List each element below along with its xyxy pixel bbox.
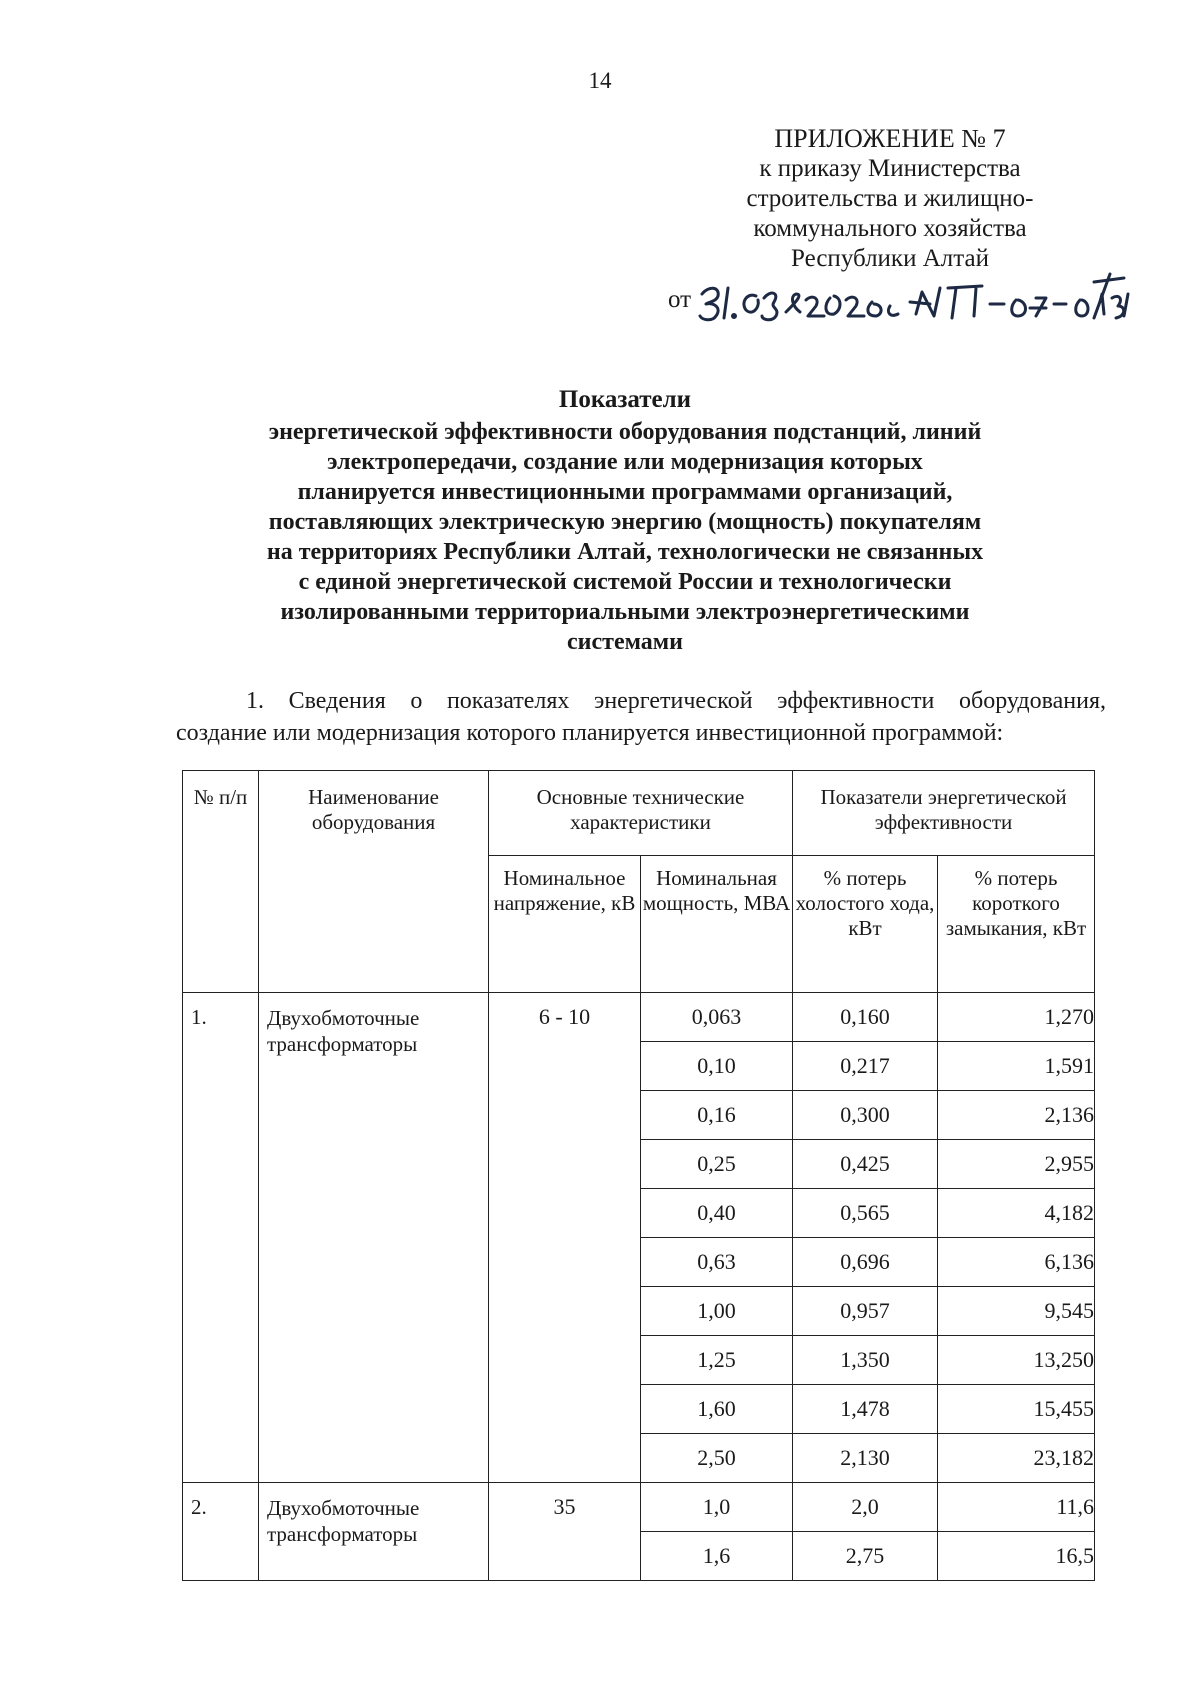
equipment-name: Двухобмоточные трансформаторы bbox=[259, 1483, 489, 1581]
short-loss-value: 6,136 bbox=[938, 1238, 1095, 1287]
header-efficiency-group: Показатели энергетической эффективности bbox=[793, 771, 1095, 856]
page-number: 14 bbox=[588, 68, 612, 93]
power-value: 1,00 bbox=[641, 1287, 793, 1336]
power-value: 0,16 bbox=[641, 1091, 793, 1140]
table-row bbox=[183, 1483, 1095, 1532]
power-value: 2,50 bbox=[641, 1434, 793, 1483]
voltage-value: 35 bbox=[489, 1483, 641, 1581]
equipment-name: Двухобмоточные трансформаторы bbox=[259, 993, 489, 1483]
short-loss-value: 2,136 bbox=[938, 1091, 1095, 1140]
idle-loss-value: 0,300 bbox=[793, 1091, 938, 1140]
idle-loss-value: 0,565 bbox=[793, 1189, 938, 1238]
intro-paragraph bbox=[176, 685, 1106, 749]
power-value: 0,40 bbox=[641, 1189, 793, 1238]
short-loss-value: 1,591 bbox=[938, 1042, 1095, 1091]
order-reference bbox=[668, 258, 1138, 328]
paragraph-line: создание или модернизация которого планируется инвестиционной программой: bbox=[176, 720, 1004, 746]
appendix-line: коммунального хозяйства bbox=[753, 215, 1027, 242]
idle-loss-value: 2,130 bbox=[793, 1434, 938, 1483]
short-loss-value: 4,182 bbox=[938, 1189, 1095, 1238]
power-value: 1,25 bbox=[641, 1336, 793, 1385]
heading-line: планируется инвестиционными программами организаций, bbox=[297, 479, 953, 505]
heading-line: изолированными территориальными электроэнергетическими bbox=[280, 599, 970, 625]
power-value: 0,10 bbox=[641, 1042, 793, 1091]
row-index: 2. bbox=[183, 1483, 259, 1581]
heading-line: поставляющих электрическую энергию (мощность) покупателям bbox=[268, 509, 982, 535]
appendix-line: к приказу Министерства bbox=[759, 155, 1021, 182]
power-value: 1,60 bbox=[641, 1385, 793, 1434]
heading-line: с единой энергетической системой России и технологически bbox=[298, 569, 952, 595]
short-loss-value: 15,455 bbox=[938, 1385, 1095, 1434]
header-short-loss: % потерь короткого замыкания, кВт bbox=[938, 856, 1095, 993]
header-index: № п/п bbox=[183, 771, 259, 993]
appendix-line: строительства и жилищно- bbox=[746, 185, 1034, 212]
power-value: 0,63 bbox=[641, 1238, 793, 1287]
short-loss-value: 23,182 bbox=[938, 1434, 1095, 1483]
idle-loss-value: 0,696 bbox=[793, 1238, 938, 1287]
idle-loss-value: 2,75 bbox=[793, 1532, 938, 1581]
idle-loss-value: 0,217 bbox=[793, 1042, 938, 1091]
appendix-title: ПРИЛОЖЕНИЕ № 7 bbox=[774, 124, 1006, 153]
appendix-line: Республики Алтай bbox=[791, 245, 989, 272]
short-loss-value: 11,6 bbox=[938, 1483, 1095, 1532]
voltage-value: 6 - 10 bbox=[489, 993, 641, 1483]
short-loss-value: 1,270 bbox=[938, 993, 1095, 1042]
power-value: 1,6 bbox=[641, 1532, 793, 1581]
heading-line: на территориях Республики Алтай, технологически не связанных bbox=[266, 539, 984, 565]
heading-line: электропередачи, создание или модернизация которых bbox=[327, 449, 923, 475]
document-heading bbox=[200, 385, 1050, 657]
handwritten-order-number bbox=[696, 258, 1136, 328]
idle-loss-value: 0,160 bbox=[793, 993, 938, 1042]
appendix-block bbox=[740, 124, 1040, 274]
heading-line: энергетической эффективности оборудования подстанций, линий bbox=[268, 419, 982, 445]
power-value: 0,25 bbox=[641, 1140, 793, 1189]
idle-loss-value: 0,957 bbox=[793, 1287, 938, 1336]
idle-loss-value: 1,478 bbox=[793, 1385, 938, 1434]
table-row bbox=[183, 993, 1095, 1042]
short-loss-value: 2,955 bbox=[938, 1140, 1095, 1189]
power-value: 0,063 bbox=[641, 993, 793, 1042]
header-voltage: Номинальное напряжение, кВ bbox=[489, 856, 641, 993]
order-prefix: от bbox=[668, 286, 692, 313]
heading-title: Показатели bbox=[558, 386, 692, 413]
row-index: 1. bbox=[183, 993, 259, 1483]
paragraph-line: 1. Сведения о показателях энергетической эффективности оборудования, bbox=[246, 688, 1106, 714]
short-loss-value: 9,545 bbox=[938, 1287, 1095, 1336]
power-value: 1,0 bbox=[641, 1483, 793, 1532]
idle-loss-value: 2,0 bbox=[793, 1483, 938, 1532]
heading-line: системами bbox=[567, 629, 683, 655]
header-idle-loss: % потерь холостого хода, кВт bbox=[793, 856, 938, 993]
header-tech-group: Основные технические характеристики bbox=[489, 771, 793, 856]
short-loss-value: 16,5 bbox=[938, 1532, 1095, 1581]
idle-loss-value: 1,350 bbox=[793, 1336, 938, 1385]
efficiency-table bbox=[182, 770, 1095, 1581]
short-loss-value: 13,250 bbox=[938, 1336, 1095, 1385]
idle-loss-value: 0,425 bbox=[793, 1140, 938, 1189]
header-name: Наименование оборудования bbox=[259, 771, 489, 993]
header-power: Номинальная мощность, МВА bbox=[641, 856, 793, 993]
